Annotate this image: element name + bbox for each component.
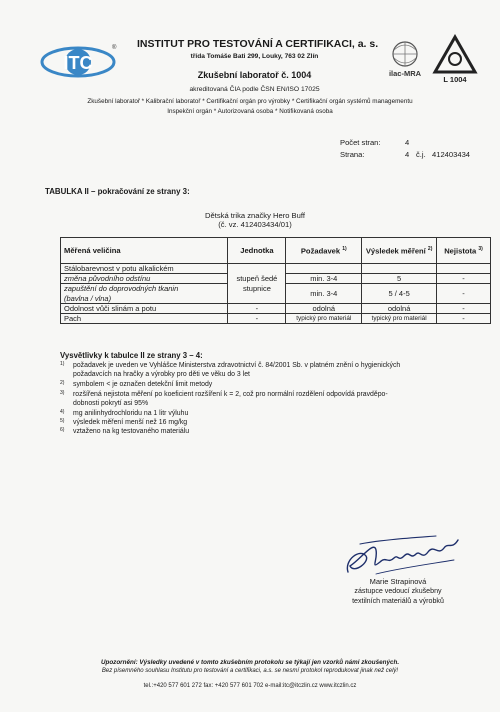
signatory-name: Marie Strapinová <box>369 577 427 586</box>
product-ref: (č. vz. 412403434/01) <box>218 220 292 229</box>
cell-unit: - <box>228 314 286 324</box>
cell-param: změna původního odstínu <box>61 274 228 284</box>
ilac-mra-logo <box>380 38 430 80</box>
cell-param: Pach <box>61 314 228 324</box>
cell-param: Odolnost vůči slinám a potu <box>61 304 228 314</box>
institute-address: třída Tomáše Bati 299, Louky, 763 02 Zlín <box>190 53 319 60</box>
footer-notice: Upozornění: Výsledky uvedené v tomto zkušebním protokolu se týkají jen vzorků námi zkoušených. <box>100 659 400 666</box>
note-text: výsledek měření menší než 16 mg/kg <box>73 419 188 426</box>
cell-requirement: typický pro materiál <box>286 314 362 324</box>
protocol-label: č.j. <box>416 150 426 159</box>
col-header-requirement: Požadavek $^{1)}$ <box>286 238 362 264</box>
cell-result: 5 / 4-5 <box>362 284 437 304</box>
roles-line: Zkušební laboratoř * Kalibrační laboratoř * Certifikační orgán pro výrobky * Certifikační orgán systémů managementu <box>87 98 413 105</box>
note-marker: 4) <box>60 409 65 415</box>
pages-label: Počet stran: <box>340 138 381 147</box>
footer-notice: Bez písemného souhlasu Institutu pro testování a certifikaci, a.s. se nesmí protokol reprodukovat jinak než celý! <box>101 668 399 674</box>
cell-uncertainty: - <box>437 274 491 284</box>
col-header-uncertainty: Nejistota $^{3)}$ <box>437 238 491 264</box>
itc-logo <box>38 40 118 84</box>
pages-value: 4 <box>405 138 410 147</box>
table-heading: TABULKA II – pokračování ze strany 3: <box>45 187 190 196</box>
roles-line: Inspekční orgán * Autorizovaná osoba * Notifikovaná osoba <box>167 108 333 115</box>
note-marker: 1) <box>60 361 65 367</box>
signatory-role: textilních materiálů a výrobků <box>352 597 444 605</box>
cell-param: (bavlna / vlna) <box>61 294 228 304</box>
col-header-result: Výsledek měření $^{2)}$ <box>362 238 437 264</box>
svg-text:L 1004: L 1004 <box>443 75 467 84</box>
cai-accreditation-logo <box>432 34 478 84</box>
table-header-row <box>61 238 491 264</box>
cell-empty <box>362 264 437 274</box>
table-row <box>61 304 491 314</box>
cell-result: odolná <box>362 304 437 314</box>
institute-name: INSTITUT PRO TESTOVÁNÍ A CERTIFIKACI, a. s. <box>137 38 379 50</box>
protocol-number: 412403434 <box>432 150 471 159</box>
cell-uncertainty: - <box>437 304 491 314</box>
cell-empty <box>437 264 491 274</box>
svg-text:®: ® <box>112 45 117 51</box>
product-name: Dětská trika značky Hero Buff <box>205 211 305 220</box>
svg-text:ilac-MRA: ilac-MRA <box>388 69 422 78</box>
cell-unit: stupeň šedé stupnice <box>228 264 286 304</box>
note-text: dobnosti pokrytí asi 95% <box>73 400 149 407</box>
note-marker: 2) <box>60 380 65 386</box>
cell-result: typický pro materiál <box>362 314 437 324</box>
svg-text:ITC: ITC <box>63 53 93 73</box>
results-table <box>60 237 491 324</box>
cell-requirement: min. 3-4 <box>286 284 362 304</box>
accreditation-line: akreditovaná ČIA podle ČSN EN/ISO 17025 <box>189 86 320 93</box>
note-text: rozšířená nejistota měření po koeficient rozšíření k = 2, což pro normální rozdělení odpovídá pravděpo- <box>73 391 388 398</box>
lab-number: Zkušební laboratoř č. 1004 <box>197 70 312 80</box>
cell-result: 5 <box>362 274 437 284</box>
table-row <box>61 264 491 274</box>
cell-requirement: odolná <box>286 304 362 314</box>
page-label: Strana: <box>340 150 365 159</box>
col-header-unit: Jednotka <box>228 238 286 264</box>
signatory-role: zástupce vedoucí zkušebny <box>354 587 442 595</box>
cell-requirement: min. 3-4 <box>286 274 362 284</box>
note-text: požadavek je uveden ve Vyhlášce Ministerstva zdravotnictví č. 84/2001 Sb. v platném znění o hygienických <box>73 362 401 369</box>
cell-empty <box>286 264 362 274</box>
cell-param: zapuštění do doprovodných tkanin <box>61 284 228 294</box>
table-row <box>61 314 491 324</box>
note-marker: 5) <box>60 418 65 424</box>
note-text: mg anilinhydrochloridu na 1 litr výluhu <box>73 410 189 417</box>
note-marker: 3) <box>60 390 65 396</box>
note-text: symbolem < je označen detekční limit metody <box>73 381 213 388</box>
page-value: 4 <box>405 150 410 159</box>
note-text: požadavcích na hračky a výrobky pro děti ve věku do 3 let <box>73 371 250 378</box>
cell-param: Stálobarevnost v potu alkalickém <box>61 264 228 274</box>
footer-contact: tel.:+420 577 601 272 fax: +420 577 601 702 e-mail:itc@itczlin.cz www.itczlin.cz <box>143 683 357 689</box>
col-header-param: Měřená veličina <box>61 238 228 264</box>
cell-unit: - <box>228 304 286 314</box>
handwritten-signature <box>340 530 465 582</box>
cell-uncertainty: - <box>437 284 491 304</box>
note-marker: 6) <box>60 427 65 433</box>
notes-title: Vysvětlivky k tabulce II ze strany 3 – 4: <box>60 351 203 360</box>
note-text: vztaženo na kg testovaného materiálu <box>73 428 190 435</box>
cell-uncertainty: - <box>437 314 491 324</box>
